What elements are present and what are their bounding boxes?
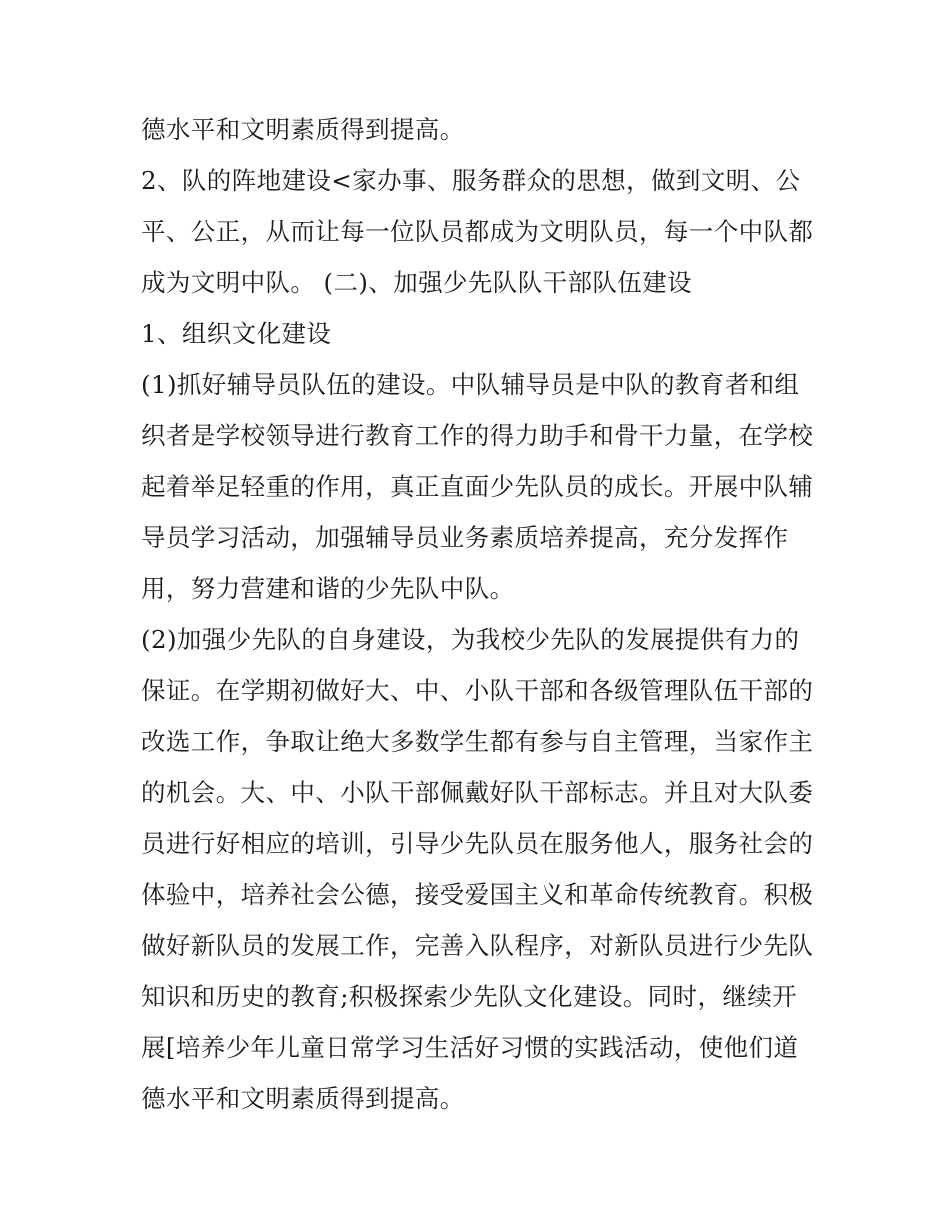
text-line: 的机会。大、中、小队干部佩戴好队干部标志。并且对大队委 — [141, 778, 814, 807]
text-line: 用，努力营建和谐的少先队中队。 — [141, 574, 515, 603]
text-line: 做好新队员的发展工作，完善入队程序，对新队员进行少先队 — [141, 931, 814, 960]
text-line: 平、公正，从而让每一位队员都成为文明队员，每一个中队都 — [141, 217, 814, 246]
text-line: (1)抓好辅导员队伍的建设。中队辅导员是中队的教育者和组 — [141, 370, 800, 399]
section-heading: 1、组织文化建设 — [141, 319, 332, 348]
text-line: 成为文明中队。 (二)、加强少先队队干部队伍建设 — [141, 268, 693, 297]
text-line: 展[培养少年儿童日常学习生活好习惯的实践活动，使他们道 — [141, 1033, 799, 1062]
text-line: 体验中，培养社会公德，接受爱国主义和革命传统教育。积极 — [141, 880, 814, 909]
document-body — [141, 104, 821, 1124]
text-line: 德水平和文明素质得到提高。 — [141, 115, 465, 144]
text-line: 改选工作，争取让绝大多数学生都有参与自主管理，当家作主 — [141, 727, 814, 756]
text-line: 保证。在学期初做好大、中、小队干部和各级管理队伍干部的 — [141, 676, 814, 705]
text-line: 德水平和文明素质得到提高。 — [141, 1084, 465, 1113]
text-line: 2、队的阵地建设<家办事、服务群众的思想，做到文明、公 — [141, 166, 801, 195]
text-line: 导员学习活动，加强辅导员业务素质培养提高，充分发挥作 — [141, 523, 789, 552]
text-line: 知识和历史的教育;积极探索少先队文化建设。同时，继续开 — [141, 982, 798, 1011]
text-line: (2)加强少先队的自身建设，为我校少先队的发展提供有力的 — [141, 625, 800, 654]
text-line: 起着举足轻重的作用，真正直面少先队员的成长。开展中队辅 — [141, 472, 814, 501]
text-line: 织者是学校领导进行教育工作的得力助手和骨干力量，在学校 — [141, 421, 814, 450]
text-line: 员进行好相应的培训，引导少先队员在服务他人，服务社会的 — [141, 829, 814, 858]
